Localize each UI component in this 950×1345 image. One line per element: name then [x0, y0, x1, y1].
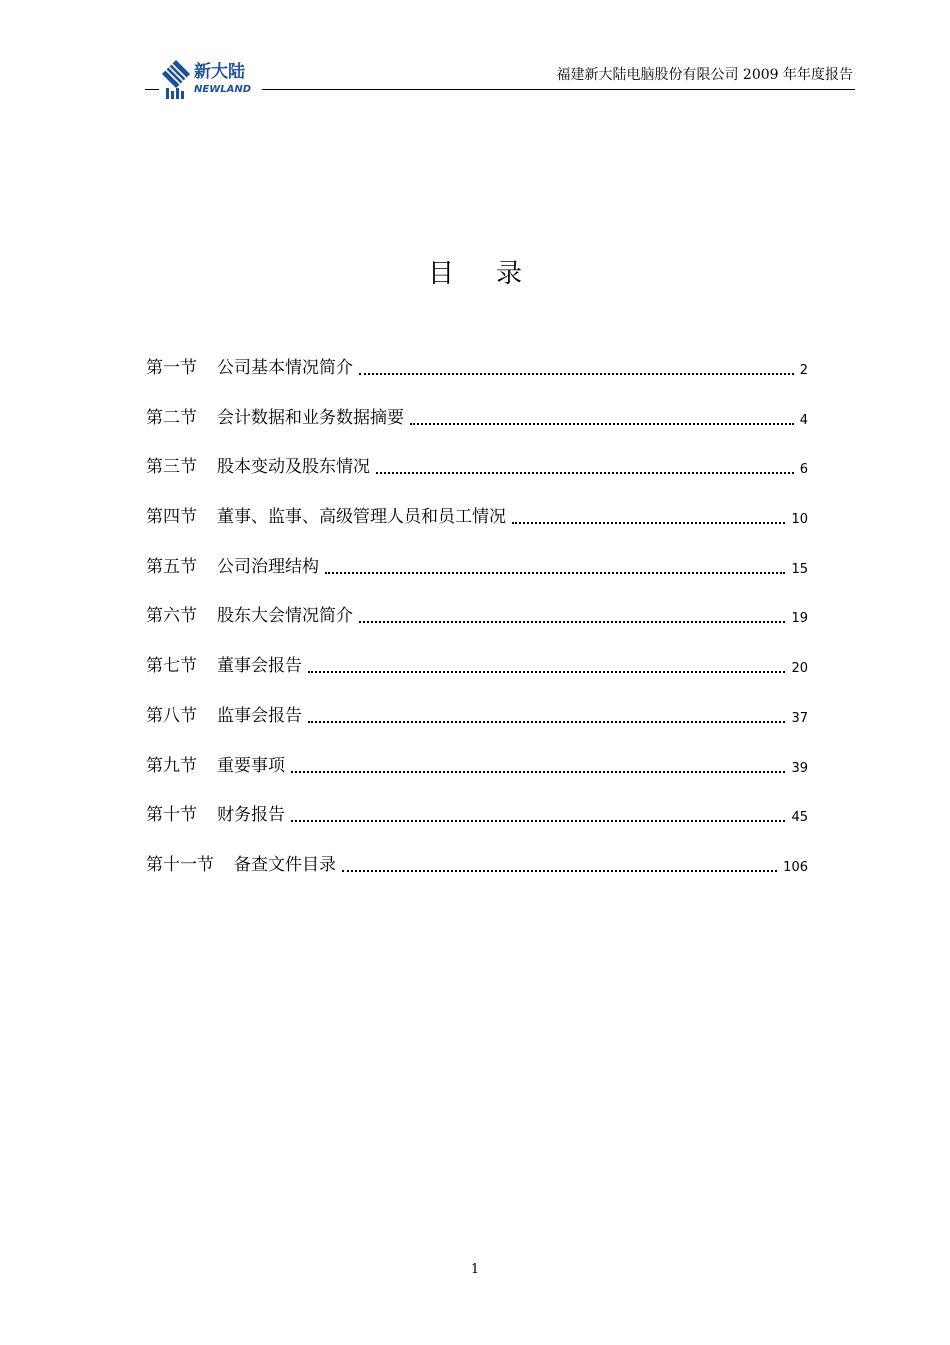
toc-page-number: 39 — [791, 760, 808, 776]
toc-page-number: 15 — [791, 561, 808, 577]
toc-page-number: 45 — [791, 810, 808, 826]
toc-section-number: 第九节 — [146, 755, 197, 776]
toc-entry-label — [146, 853, 336, 877]
toc-page-number: 10 — [791, 512, 808, 528]
toc-entry[interactable] — [146, 654, 808, 704]
toc-entry-label — [146, 803, 285, 827]
header-rule-left — [145, 89, 159, 90]
report-title: 福建新大陆电脑股份有限公司 2009 年年度报告 — [556, 67, 853, 83]
toc-entry[interactable] — [146, 704, 808, 754]
toc-section-title: 财务报告 — [217, 805, 285, 826]
toc-section-number: 第三节 — [146, 457, 197, 478]
toc-entry[interactable] — [146, 505, 808, 555]
page-number: 1 — [470, 1262, 480, 1277]
newland-logo-icon — [160, 58, 192, 100]
toc-section-title: 股东大会情况简介 — [217, 606, 353, 627]
header-rule-right — [262, 89, 855, 90]
toc-section-title: 备查文件目录 — [234, 854, 336, 875]
toc-section-number: 第五节 — [146, 556, 197, 577]
toc-page-number: 19 — [791, 611, 808, 627]
toc-dot-leader — [376, 455, 794, 479]
toc-dot-leader — [359, 604, 785, 628]
toc-entry-label — [146, 754, 285, 778]
toc-section-title: 会计数据和业务数据摘要 — [217, 407, 404, 428]
toc-page-number: 6 — [799, 462, 808, 478]
toc-dot-leader — [291, 754, 785, 778]
toc-section-number: 第六节 — [146, 606, 197, 627]
page-header — [0, 0, 950, 100]
toc-entry-label — [146, 505, 506, 529]
toc-entry[interactable] — [146, 754, 808, 804]
toc-section-title: 股本变动及股东情况 — [217, 457, 370, 478]
toc-page-number: 37 — [791, 710, 808, 726]
toc-dot-leader — [410, 406, 794, 430]
toc-section-title: 监事会报告 — [217, 705, 302, 726]
toc-entry[interactable] — [146, 803, 808, 853]
toc-entry-label — [146, 356, 353, 380]
toc-entry[interactable] — [146, 356, 808, 406]
logo-english-wordmark: NEWLAND — [194, 84, 252, 95]
toc-section-title: 公司基本情况简介 — [217, 358, 353, 378]
toc-dot-leader — [359, 356, 794, 380]
toc-entry[interactable] — [146, 555, 808, 605]
toc-heading-right: 录 — [496, 259, 523, 289]
toc-entry-label — [146, 455, 370, 479]
toc-entry[interactable] — [146, 853, 808, 903]
toc-section-number: 第一节 — [146, 358, 197, 378]
toc-entry[interactable] — [146, 604, 808, 654]
toc-dot-leader — [512, 505, 785, 529]
toc-page-number: 106 — [783, 859, 808, 875]
logo-chinese-wordmark: 新大陆 — [194, 62, 245, 82]
toc-heading — [0, 259, 950, 289]
toc-section-number: 第四节 — [146, 507, 197, 528]
toc-dot-leader — [342, 853, 777, 877]
toc-section-number: 第八节 — [146, 705, 197, 726]
toc-entry-label — [146, 704, 302, 728]
toc-dot-leader — [308, 654, 785, 678]
toc-entry-label — [146, 654, 302, 678]
toc-entry-label — [146, 555, 319, 579]
toc-section-number: 第十一节 — [146, 854, 214, 875]
toc-section-title: 重要事项 — [217, 755, 285, 776]
toc-dot-leader — [308, 704, 785, 728]
toc-page-number: 2 — [799, 363, 808, 378]
toc-entry[interactable] — [146, 406, 808, 456]
toc-section-title: 公司治理结构 — [217, 556, 319, 577]
toc-dot-leader — [325, 555, 785, 579]
toc-entry[interactable] — [146, 455, 808, 505]
toc-section-title: 董事、监事、高级管理人员和员工情况 — [217, 507, 506, 528]
toc-heading-left: 目 — [427, 259, 454, 289]
toc-section-number: 第二节 — [146, 407, 197, 428]
toc-entry-label — [146, 604, 353, 628]
toc-dot-leader — [291, 803, 785, 827]
toc-section-title: 董事会报告 — [217, 656, 302, 677]
toc-page-number: 20 — [791, 661, 808, 677]
table-of-contents — [146, 356, 808, 903]
toc-section-number: 第十节 — [146, 805, 197, 826]
toc-entry-label — [146, 406, 404, 430]
toc-page-number: 4 — [799, 412, 808, 428]
toc-section-number: 第七节 — [146, 656, 197, 677]
